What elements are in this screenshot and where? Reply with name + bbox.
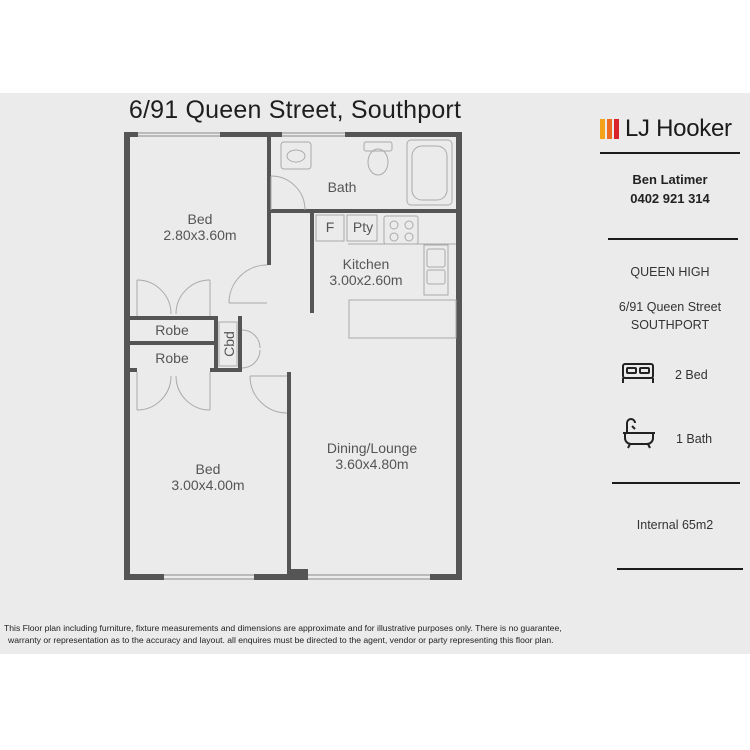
agent-phone[interactable]: 0402 921 314 xyxy=(630,191,710,206)
divider xyxy=(617,568,743,570)
bed1-size: 2.80x3.60m xyxy=(163,227,237,243)
brand-name: LJ Hooker xyxy=(625,115,732,142)
toilet-cistern xyxy=(364,142,392,151)
toilet-bowl xyxy=(368,149,388,175)
bathroom-count: 1 Bath xyxy=(676,432,713,446)
bathtub-inner xyxy=(412,146,447,200)
cupboard-label: Cbd xyxy=(221,331,237,357)
robe2-label: Robe xyxy=(155,350,189,366)
dining-name: Dining/Lounge xyxy=(326,440,418,456)
agent-name: Ben Latimer xyxy=(632,172,708,187)
brand-logo xyxy=(600,116,732,142)
disclaimer-line-1: This Floor plan including furniture, fixture measurements and dimensions are approximate and for illustrative purposes only. There is no guarantee, xyxy=(4,623,562,633)
pantry-label: Pty xyxy=(352,219,374,235)
fridge-label: F xyxy=(325,219,335,235)
dining-label xyxy=(310,440,434,472)
bed1-label xyxy=(150,211,250,243)
basin-bowl xyxy=(287,150,305,162)
divider xyxy=(600,152,740,154)
basin xyxy=(281,142,311,169)
bed1-name: Bed xyxy=(187,211,213,227)
kitchen-label xyxy=(316,256,416,288)
divider xyxy=(612,482,740,484)
disclaimer xyxy=(4,622,746,646)
dining-size: 3.60x4.80m xyxy=(335,456,409,472)
plan-title: 6/91 Queen Street, Southport xyxy=(128,96,462,124)
internal-area: Internal 65m2 xyxy=(636,518,714,532)
robe1-label: Robe xyxy=(155,322,189,338)
bed2-size: 3.00x4.00m xyxy=(171,477,245,493)
bath-label: Bath xyxy=(327,179,357,195)
address-line-1: 6/91 Queen Street xyxy=(618,300,722,314)
bathtub-icon xyxy=(621,417,657,449)
cooktop xyxy=(384,216,418,244)
disclaimer-line-2: warranty or representation as to the accuracy and layout. all enquires must be directed to the agent, vendor or party representing this floor plan. xyxy=(8,635,554,645)
divider xyxy=(608,238,738,240)
kitchen-name: Kitchen xyxy=(342,256,390,272)
bed2-name: Bed xyxy=(195,461,221,477)
bedroom-count: 2 Bed xyxy=(675,368,708,382)
kitchen-size: 3.00x2.60m xyxy=(329,272,403,288)
bed-icon xyxy=(621,362,655,384)
bed2-label xyxy=(158,461,258,493)
building-name: QUEEN HIGH xyxy=(630,265,710,279)
brand-mark-icon xyxy=(600,119,619,139)
fixtures xyxy=(219,140,456,366)
address-line-2: SOUTHPORT xyxy=(630,318,710,332)
island-bench xyxy=(349,300,456,338)
